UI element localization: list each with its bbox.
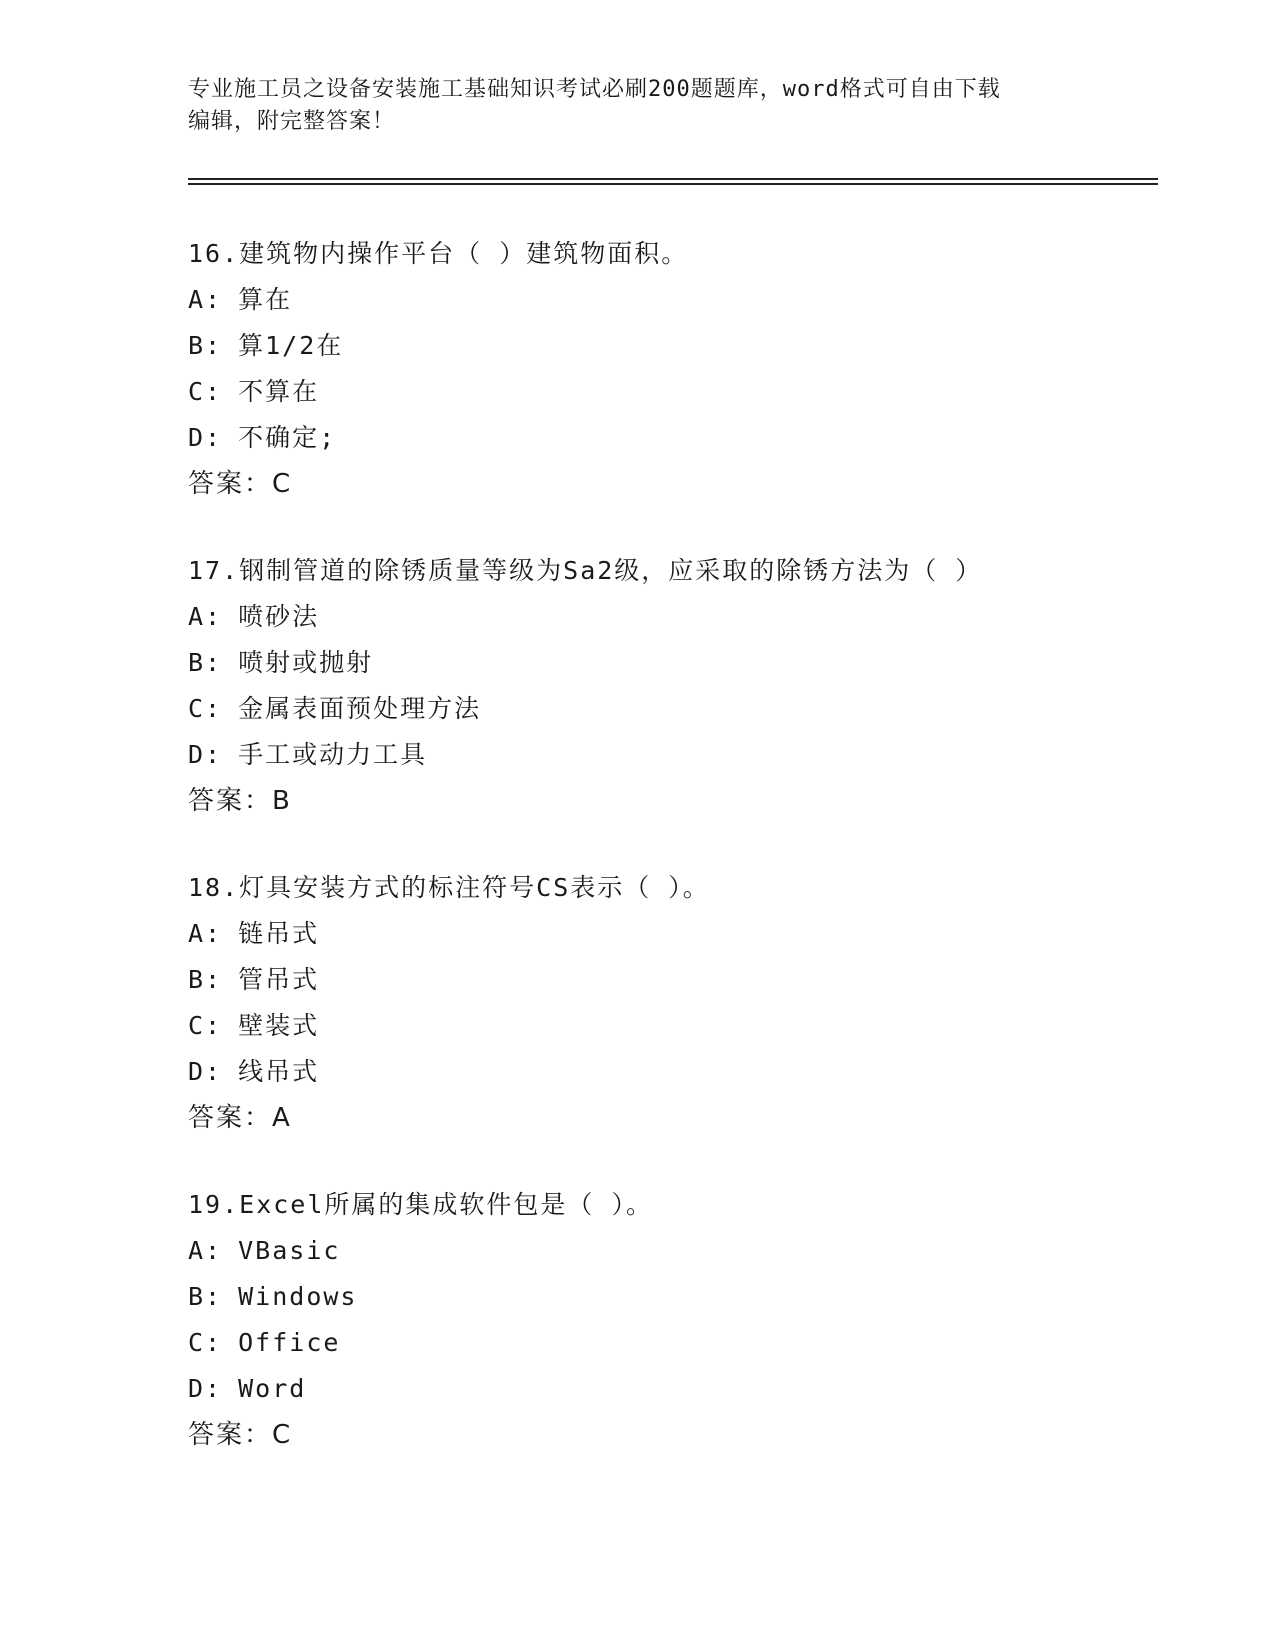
question-stem: [188, 548, 1188, 594]
answer-label: 答案：: [188, 1420, 273, 1450]
option-b: [188, 323, 1188, 369]
answer-value: A: [272, 1103, 292, 1133]
header-divider-top: [188, 178, 1158, 180]
option-text: 不确定;: [238, 423, 337, 452]
option-text: 喷射或抛射: [238, 648, 374, 677]
option-text: 壁装式: [238, 1011, 320, 1040]
answer: [188, 778, 1188, 824]
question-18: [188, 865, 1188, 1141]
answer: [188, 461, 1188, 507]
document-header: [188, 74, 1088, 138]
option-text: 算在: [238, 285, 293, 314]
option-text: 手工或动力工具: [238, 740, 428, 769]
option-c: [188, 1320, 1188, 1366]
question-text: 灯具安装方式的标注符号CS表示（ ）。: [239, 873, 710, 902]
question-number: 17.: [188, 556, 240, 585]
option-a: [188, 277, 1188, 323]
option-letter: D:: [188, 423, 223, 452]
question-16: [188, 231, 1188, 507]
option-text: 管吊式: [238, 965, 320, 994]
answer-value: C: [272, 1420, 293, 1450]
option-letter: A:: [188, 602, 223, 631]
option-d: [188, 732, 1188, 778]
answer: [188, 1412, 1188, 1458]
option-text: 链吊式: [238, 919, 320, 948]
option-d: [188, 1366, 1188, 1412]
option-letter: C:: [188, 1328, 223, 1357]
option-letter: C:: [188, 1011, 223, 1040]
option-letter: D:: [188, 1057, 223, 1086]
option-letter: A:: [188, 919, 223, 948]
option-text: 金属表面预处理方法: [238, 694, 482, 723]
question-stem: [188, 1182, 1188, 1228]
option-d: [188, 415, 1188, 461]
question-stem: [188, 231, 1188, 277]
question-number: 18.: [188, 873, 240, 902]
question-text: 建筑物内操作平台（ ）建筑物面积。: [239, 239, 689, 268]
option-c: [188, 686, 1188, 732]
option-a: [188, 1228, 1188, 1274]
header-divider-bottom: [188, 183, 1158, 185]
option-letter: A:: [188, 285, 223, 314]
option-text: VBasic: [238, 1236, 341, 1265]
header-line-1: 专业施工员之设备安装施工基础知识考试必刷200题题库，word格式可自由下载: [188, 77, 1001, 102]
option-d: [188, 1049, 1188, 1095]
answer-label: 答案：: [188, 1103, 273, 1133]
option-letter: A:: [188, 1236, 223, 1265]
option-text: 线吊式: [238, 1057, 320, 1086]
question-number: 19.: [188, 1190, 240, 1219]
answer: [188, 1095, 1188, 1141]
option-b: [188, 640, 1188, 686]
option-text: Windows: [238, 1282, 358, 1311]
option-letter: B:: [188, 331, 223, 360]
answer-value: C: [272, 469, 293, 499]
question-17: [188, 548, 1188, 824]
option-letter: D:: [188, 1374, 223, 1403]
option-a: [188, 911, 1188, 957]
option-b: [188, 957, 1188, 1003]
header-line-2: 编辑，附完整答案！: [188, 109, 396, 134]
question-stem: [188, 865, 1188, 911]
answer-value: B: [272, 786, 292, 816]
question-number: 16.: [188, 239, 240, 268]
option-text: 算1/2在: [238, 331, 344, 360]
option-letter: D:: [188, 740, 223, 769]
option-text: Office: [238, 1328, 341, 1357]
answer-label: 答案：: [188, 786, 273, 816]
option-a: [188, 594, 1188, 640]
option-text: Word: [238, 1374, 307, 1403]
question-19: [188, 1182, 1188, 1458]
option-text: 喷砂法: [238, 602, 320, 631]
option-letter: C:: [188, 377, 223, 406]
option-text: 不算在: [238, 377, 320, 406]
option-letter: B:: [188, 965, 223, 994]
option-b: [188, 1274, 1188, 1320]
question-text: Excel所属的集成软件包是（ ）。: [239, 1190, 653, 1219]
answer-label: 答案：: [188, 469, 273, 499]
option-letter: C:: [188, 694, 223, 723]
option-letter: B:: [188, 648, 223, 677]
option-c: [188, 369, 1188, 415]
option-letter: B:: [188, 1282, 223, 1311]
option-c: [188, 1003, 1188, 1049]
question-text: 钢制管道的除锈质量等级为Sa2级，应采取的除锈方法为（ ）: [239, 556, 983, 585]
